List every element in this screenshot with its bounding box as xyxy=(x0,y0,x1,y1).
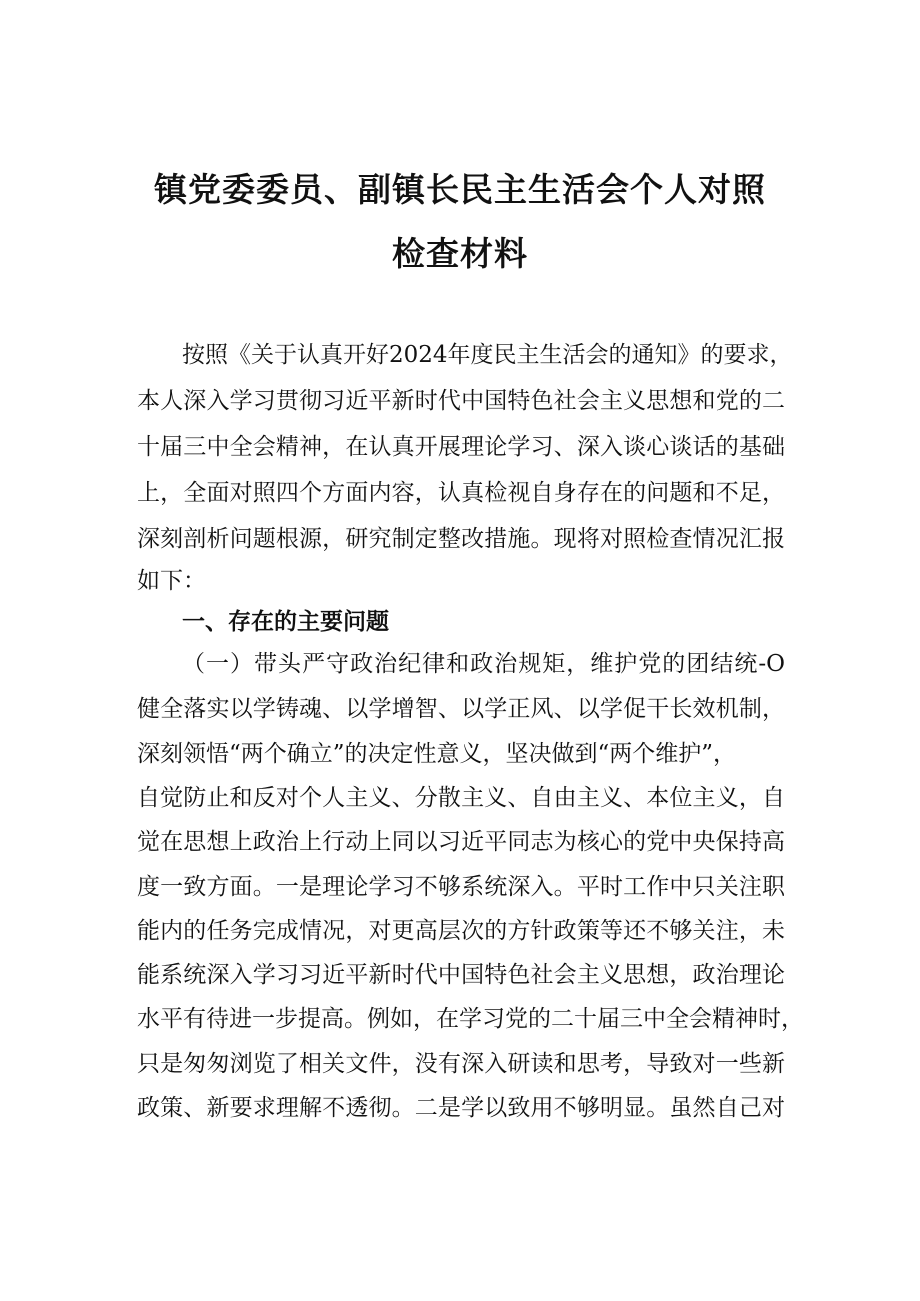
body-line-5: 觉在思想上政治上行动上同以习近平同志为核心的党中央保持高 xyxy=(137,829,785,855)
intro-line-4: 上，全面对照四个方面内容，认真检视自身存在的问题和不足， xyxy=(137,480,785,506)
section-heading: 一、存在的主要问题 xyxy=(182,609,389,635)
body-line-6: 度一致方面。一是理论学习不够系统深入。平时工作中只关注职 xyxy=(137,874,785,900)
intro-line-3: 十届三中全会精神，在认真开展理论学习、深入谈心谈话的基础 xyxy=(137,434,785,460)
body-line-8: 能系统深入学习习近平新时代中国特色社会主义思想，政治理论 xyxy=(137,962,785,988)
document-title-line-1: 镇党委委员、副镇长民主生活会个人对照 xyxy=(154,170,766,209)
body-line-9: 水平有待进一步提高。例如，在学习党的二十届三中全会精神时， xyxy=(137,1006,804,1032)
intro-line-1: 按照《关于认真开好2024年度民主生活会的通知》的要求， xyxy=(182,342,793,368)
body-line-4: 自觉防止和反对个人主义、分散主义、自由主义、本位主义，自 xyxy=(137,785,785,811)
intro-line-6: 如下： xyxy=(137,568,206,594)
document-title-line-2: 检查材料 xyxy=(392,234,528,273)
body-line-11: 政策、新要求理解不透彻。二是学以致用不够明显。虽然自己对 xyxy=(137,1095,785,1121)
intro-line-2: 本人深入学习贯彻习近平新时代中国特色社会主义思想和党的二 xyxy=(137,388,785,414)
intro-line-5: 深刻剖析问题根源，研究制定整改措施。现将对照检查情况汇报 xyxy=(137,526,785,552)
body-line-7: 能内的任务完成情况，对更高层次的方针政策等还不够关注，未 xyxy=(137,918,785,944)
body-line-3: 深刻领悟“两个确立”的决定性意义，坚决做到“两个维护”， xyxy=(137,741,737,767)
body-line-2: 健全落实以学铸魂、以学增智、以学正风、以学促干长效机制， xyxy=(137,696,785,722)
body-line-10: 只是匆匆浏览了相关文件，没有深入研读和思考，导致对一些新 xyxy=(137,1051,785,1077)
body-line-1: （一）带头严守政治纪律和政治规矩，维护党的团结统-O xyxy=(182,651,785,677)
